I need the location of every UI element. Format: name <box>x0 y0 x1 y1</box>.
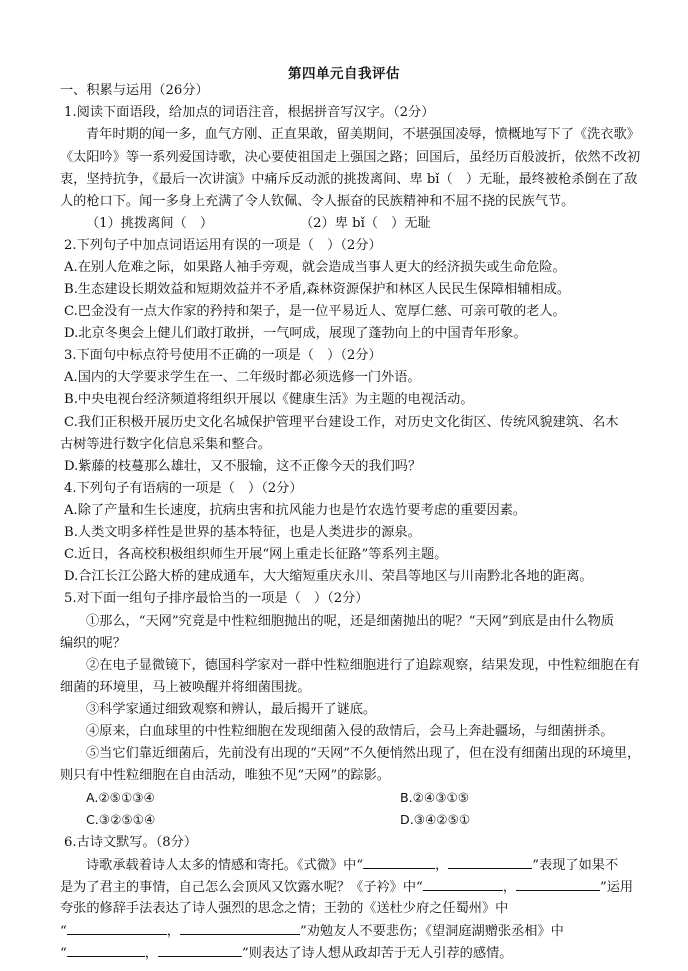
page-title: 第四单元自我评估 <box>288 66 400 82</box>
question-6-stem: 6.古诗文默写。（8分） <box>64 835 198 850</box>
q1-item-2: （2）卑 bǐ（ ）无耻 <box>300 216 431 231</box>
answer-blank[interactable] <box>423 876 503 891</box>
q1-passage-line: 青年时期的闻一多，血气方刚、正直果敢，留美期间，不堪强国凌辱，愤概地写下了《洗衣歌》 <box>86 127 640 142</box>
q5-sentence-5: ⑤当它们靠近细菌后，先前没有出现的“天网”不久便悄然出现了，但在没有细菌出现的环境里， <box>86 746 641 761</box>
q6-line-4 <box>60 920 652 941</box>
q5-sentence-1: ①那么，“天网”究竟是中性粒细胞抛出的呢，还是细菌抛出的呢？“天网”到底是由什么物质 <box>86 614 615 629</box>
option-d: D.紫藤的枝蔓那么雄壮，又不服输，这不正像今天的我们吗？ <box>64 459 422 474</box>
option-b: B.人类文明多样性是世界的基本特征，也是人类进步的源泉。 <box>64 525 421 540</box>
q6-text: ， <box>502 880 516 895</box>
answer-blank[interactable] <box>363 854 435 869</box>
question-1-stem: 1.阅读下面语段，给加点的词语注音，根据拼音写汉字。（2分） <box>64 105 435 120</box>
question-4-stem: 4.下列句子有语病的一项是（ ）（2分） <box>64 481 303 496</box>
option-c: C.巴金没有一点大作家的矜持和架子，是一位平易近人、宽厚仁慈、可亲可敬的老人。 <box>64 304 566 319</box>
option-c: C.近日，各高校积极组织师生开展“网上重走长征路”等系列主题。 <box>64 547 448 562</box>
q6-text: “ <box>60 924 67 939</box>
answer-blank[interactable] <box>180 920 300 935</box>
q6-text: ”表现了如果不 <box>532 858 619 873</box>
q6-text: 诗歌承载着诗人太多的情感和寄托。《式微》中“ <box>86 858 364 873</box>
q6-text: ， <box>166 924 180 939</box>
option-a: A.国内的大学要求学生在一、二年级时都必须选修一门外语。 <box>64 370 421 385</box>
q5-sentence-3: ③科学家通过细致观察和辨认，最后揭开了谜底。 <box>86 702 377 717</box>
option-d: D.合江长江公路大桥的建成通车，大大缩短重庆永川、荣昌等地区与川南黔北各地的距离。 <box>64 569 593 584</box>
question-2-stem: 2.下列句子中加点词语运用有误的一项是（ ）（2分） <box>64 238 382 253</box>
question-5-stem: 5.对下面一组句子排序最恰当的一项是（ ）（2分） <box>64 591 369 606</box>
option-a: A.②⑤①③④ <box>86 790 155 805</box>
q6-line-2 <box>60 876 652 897</box>
option-c: C.③②⑤①④ <box>86 812 156 827</box>
q6-text: ， <box>144 946 158 961</box>
option-c-continued: 古树等进行数字化信息采集和整合。 <box>60 437 271 452</box>
option-d: D.北京冬奥会上健儿们敢打敢拼，一气呵成，展现了蓬勃向上的中国青年形象。 <box>64 326 527 341</box>
answer-blank[interactable] <box>516 876 600 891</box>
q5-sentence-4: ④原来，白血球里的中性粒细胞在发现细菌入侵的敌情后，会马上奔赴疆场，与细菌拼杀。 <box>86 724 614 739</box>
option-d: D.③④②⑤① <box>400 812 471 827</box>
answer-blank[interactable] <box>67 942 145 957</box>
q6-line-5 <box>60 942 652 963</box>
q1-item-1: （1）挑拨离间（ ） <box>86 216 214 231</box>
q1-passage-line: 《太阳吟》等一系列爱国诗歌，决心要使祖国走上强国之路；回国后，虽经历百般波折，依然不改初 <box>60 150 641 165</box>
q6-line-3: 夸张的修辞手法表达了诗人强烈的思念之情；王勃的《送杜少府之任蜀州》中 <box>60 901 509 916</box>
option-b: B.生态建设长期效益和短期效益并不矛盾,森林资源保护和林区人民民生保障相辅相成。 <box>64 282 571 297</box>
option-b: B.②④③①⑤ <box>400 790 470 805</box>
q1-passage-line: 人的枪口下。闻一多身上充满了令人钦佩、令人振奋的民族精神和不屈不挠的民族气节。 <box>60 194 575 209</box>
q6-line-1 <box>86 854 678 875</box>
q6-text: ”劝勉友人不要悲伤；《望洞庭湖赠张丞相》中 <box>299 924 564 939</box>
q1-passage-line: 衷，坚持抗争，《最后一次讲演》中痛斥反动派的挑拨离间、卑 bǐ（ ）无耻，最终被枪杀倒在了敌 <box>60 172 638 187</box>
answer-blank[interactable] <box>67 920 167 935</box>
q6-text: ”运用 <box>600 880 634 895</box>
option-a: A.在别人危难之际，如果路人袖手旁观，就会造成当事人更大的经济损失或生命危险。 <box>64 260 566 275</box>
option-b: B.中央电视台经济频道将组织开展以《健康生活》为主题的电视活动。 <box>64 392 474 407</box>
option-c: C.我们正积极开展历史文化名城保护管理平台建设工作，对历史文化街区、传统风貌建筑、名木 <box>64 415 619 430</box>
answer-blank[interactable] <box>448 854 532 869</box>
question-3-stem: 3.下面句中标点符号使用不正确的一项是（ ）（2分） <box>64 348 382 363</box>
q5-sentence-2-continued: 细菌的环境里，马上被唤醒并将细菌围拢。 <box>60 680 311 695</box>
q5-sentence-1-continued: 编织的呢？ <box>60 636 126 651</box>
q5-sentence-5-continued: 则只有中性粒细胞在自由活动，唯独不见“天网”的踪影。 <box>60 768 390 783</box>
section-heading: 一、积累与运用（26分） <box>60 83 209 98</box>
q6-text: ， <box>435 858 449 873</box>
q6-text: 是为了君主的事情，自己怎么会顶风又饮露水呢？《子衿》中“ <box>60 880 423 895</box>
q6-text: “ <box>60 946 67 961</box>
answer-blank[interactable] <box>158 942 242 957</box>
option-a: A.除了产量和生长速度，抗病虫害和抗风能力也是竹农选竹要考虑的重要因素。 <box>64 503 527 518</box>
q6-text: ”则表达了诗人想从政却苦于无人引荐的感情。 <box>241 946 513 961</box>
q5-sentence-2: ②在电子显微镜下，德国科学家对一群中性粒细胞进行了追踪观察，结果发现，中性粒细胞在有 <box>86 658 640 673</box>
